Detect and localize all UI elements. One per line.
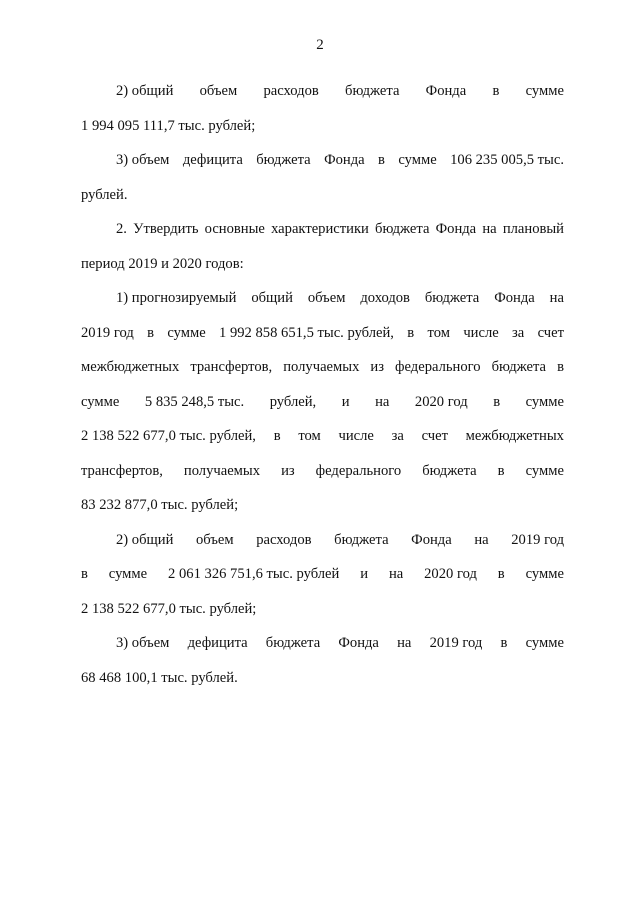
text-fragment: счет bbox=[421, 428, 448, 444]
text-fragment: в bbox=[497, 462, 505, 479]
text-fragment: 3) объем bbox=[116, 152, 170, 168]
text-line bbox=[81, 350, 564, 385]
text-fragment: сумме bbox=[108, 566, 148, 582]
text-fragment: характеристики bbox=[271, 221, 369, 237]
text-fragment: за bbox=[391, 428, 404, 444]
text-fragment: 2020 год bbox=[414, 393, 468, 410]
text-fragment: в bbox=[81, 566, 88, 582]
text-fragment: том bbox=[427, 324, 450, 341]
text-fragment: бюджета bbox=[491, 359, 547, 375]
text-fragment: 2 138 522 677,0 тыс. рублей, bbox=[81, 428, 256, 444]
text-fragment: 5 835 248,5 тыс. bbox=[144, 393, 245, 410]
text-line bbox=[81, 592, 564, 627]
document-body bbox=[81, 74, 564, 695]
text-fragment: в bbox=[273, 428, 281, 444]
text-line bbox=[81, 488, 564, 523]
paragraph bbox=[81, 626, 564, 695]
paragraph bbox=[81, 74, 564, 143]
text-fragment: объем bbox=[196, 531, 234, 548]
text-fragment: 2020 год bbox=[424, 566, 477, 582]
text-fragment: в bbox=[557, 359, 564, 375]
text-fragment: период 2019 и 2020 годов: bbox=[81, 255, 244, 272]
text-fragment: в bbox=[500, 635, 508, 651]
text-fragment: в bbox=[378, 152, 385, 168]
text-line bbox=[81, 109, 564, 144]
text-fragment: бюджета bbox=[345, 83, 400, 99]
text-fragment: общий bbox=[251, 290, 293, 306]
text-fragment: Утвердить bbox=[133, 221, 199, 237]
text-line bbox=[81, 316, 564, 351]
text-fragment: межбюджетных bbox=[465, 428, 564, 444]
text-fragment: 2. bbox=[116, 221, 127, 237]
text-line bbox=[81, 454, 564, 489]
text-fragment: на bbox=[388, 566, 404, 582]
text-fragment: Фонда bbox=[324, 152, 365, 168]
text-fragment: 83 232 877,0 тыс. рублей; bbox=[81, 497, 239, 513]
text-line bbox=[81, 626, 564, 661]
text-fragment: рублей, bbox=[269, 393, 317, 410]
text-fragment: из bbox=[370, 359, 384, 375]
text-fragment: сумме bbox=[81, 393, 120, 410]
text-fragment: федерального bbox=[315, 462, 402, 479]
text-fragment: 2 138 522 677,0 тыс. рублей; bbox=[81, 600, 257, 617]
text-fragment: сумме bbox=[525, 635, 564, 651]
text-fragment: получаемых bbox=[283, 359, 360, 375]
text-fragment: Фонда bbox=[425, 83, 467, 99]
text-fragment: бюджета bbox=[265, 635, 321, 651]
text-fragment: числе bbox=[463, 324, 499, 341]
text-fragment: Фонда bbox=[411, 531, 452, 548]
text-fragment: Фонда bbox=[494, 290, 535, 306]
text-fragment: Фонда bbox=[435, 221, 477, 237]
text-fragment: бюджета bbox=[422, 462, 477, 479]
text-fragment: на bbox=[482, 221, 497, 237]
text-fragment: сумме bbox=[167, 324, 206, 341]
text-fragment: сумме bbox=[525, 393, 564, 410]
text-fragment: сумме bbox=[525, 83, 564, 99]
text-fragment: объем bbox=[199, 83, 238, 99]
text-line bbox=[81, 212, 564, 247]
text-fragment: Фонда bbox=[338, 635, 379, 651]
text-fragment: за bbox=[512, 324, 525, 341]
text-fragment: расходов bbox=[263, 83, 319, 99]
text-fragment: 1 992 858 651,5 тыс. рублей, bbox=[219, 324, 394, 341]
text-fragment: дефицита bbox=[182, 152, 243, 168]
text-line bbox=[81, 281, 564, 316]
text-fragment: доходов bbox=[360, 290, 410, 306]
page-number: 2 bbox=[316, 37, 324, 53]
paragraph bbox=[81, 212, 564, 281]
text-line bbox=[81, 661, 564, 696]
text-line bbox=[81, 74, 564, 109]
text-fragment: в bbox=[147, 324, 154, 341]
text-fragment: сумме bbox=[525, 566, 564, 582]
text-fragment: на bbox=[397, 635, 412, 651]
text-fragment: основные bbox=[204, 221, 265, 237]
paragraph bbox=[81, 523, 564, 627]
text-fragment: на bbox=[549, 290, 564, 306]
paragraph bbox=[81, 143, 564, 212]
text-fragment: бюджета bbox=[334, 531, 389, 548]
text-fragment: на bbox=[474, 531, 489, 548]
text-fragment: 106 235 005,5 тыс. bbox=[450, 152, 564, 168]
text-fragment: трансфертов, bbox=[81, 462, 163, 479]
text-line bbox=[81, 385, 564, 420]
text-fragment: рублей. bbox=[81, 186, 128, 203]
text-fragment: федерального bbox=[395, 359, 481, 375]
text-fragment: 1) прогнозируемый bbox=[116, 290, 237, 306]
text-fragment: бюджета bbox=[256, 152, 311, 168]
text-fragment: в bbox=[407, 324, 415, 341]
text-fragment: 2) общий bbox=[116, 83, 174, 99]
text-fragment: числе bbox=[338, 428, 374, 444]
text-fragment: расходов bbox=[256, 531, 312, 548]
text-fragment: дефицита bbox=[187, 635, 248, 651]
text-fragment: получаемых bbox=[183, 462, 261, 479]
text-fragment: 2019 год bbox=[81, 324, 134, 341]
text-fragment: и bbox=[360, 566, 369, 582]
text-fragment: том bbox=[298, 428, 321, 444]
text-fragment: бюджета bbox=[424, 290, 480, 306]
text-line bbox=[81, 143, 564, 178]
text-fragment: 2019 год bbox=[429, 635, 483, 651]
text-line bbox=[81, 523, 564, 558]
text-fragment: в bbox=[493, 393, 501, 410]
text-fragment: межбюджетных bbox=[81, 359, 180, 375]
text-fragment: 2019 год bbox=[511, 531, 564, 548]
text-fragment: 2 061 326 751,6 тыс. рублей bbox=[168, 566, 340, 582]
text-fragment: в bbox=[497, 566, 505, 582]
text-line bbox=[81, 178, 564, 213]
text-fragment: 2) общий bbox=[116, 531, 174, 548]
text-fragment: плановый bbox=[502, 221, 564, 237]
text-fragment: бюджета bbox=[375, 221, 430, 237]
text-fragment: 1 994 095 111,7 тыс. рублей; bbox=[81, 117, 256, 134]
text-fragment: сумме bbox=[525, 462, 564, 479]
text-fragment: счет bbox=[537, 324, 564, 341]
text-fragment: и bbox=[341, 393, 350, 410]
text-fragment: трансфертов, bbox=[190, 359, 273, 375]
text-line bbox=[81, 419, 564, 454]
text-line bbox=[81, 557, 564, 592]
paragraph bbox=[81, 281, 564, 523]
text-fragment: на bbox=[375, 393, 390, 410]
text-fragment: 68 468 100,1 тыс. рублей. bbox=[81, 669, 238, 686]
text-fragment: 3) объем bbox=[116, 635, 170, 651]
text-fragment: в bbox=[492, 83, 500, 99]
text-fragment: объем bbox=[307, 290, 346, 306]
text-fragment: из bbox=[281, 462, 295, 479]
text-fragment: сумме bbox=[398, 152, 437, 168]
text-line bbox=[81, 247, 564, 282]
